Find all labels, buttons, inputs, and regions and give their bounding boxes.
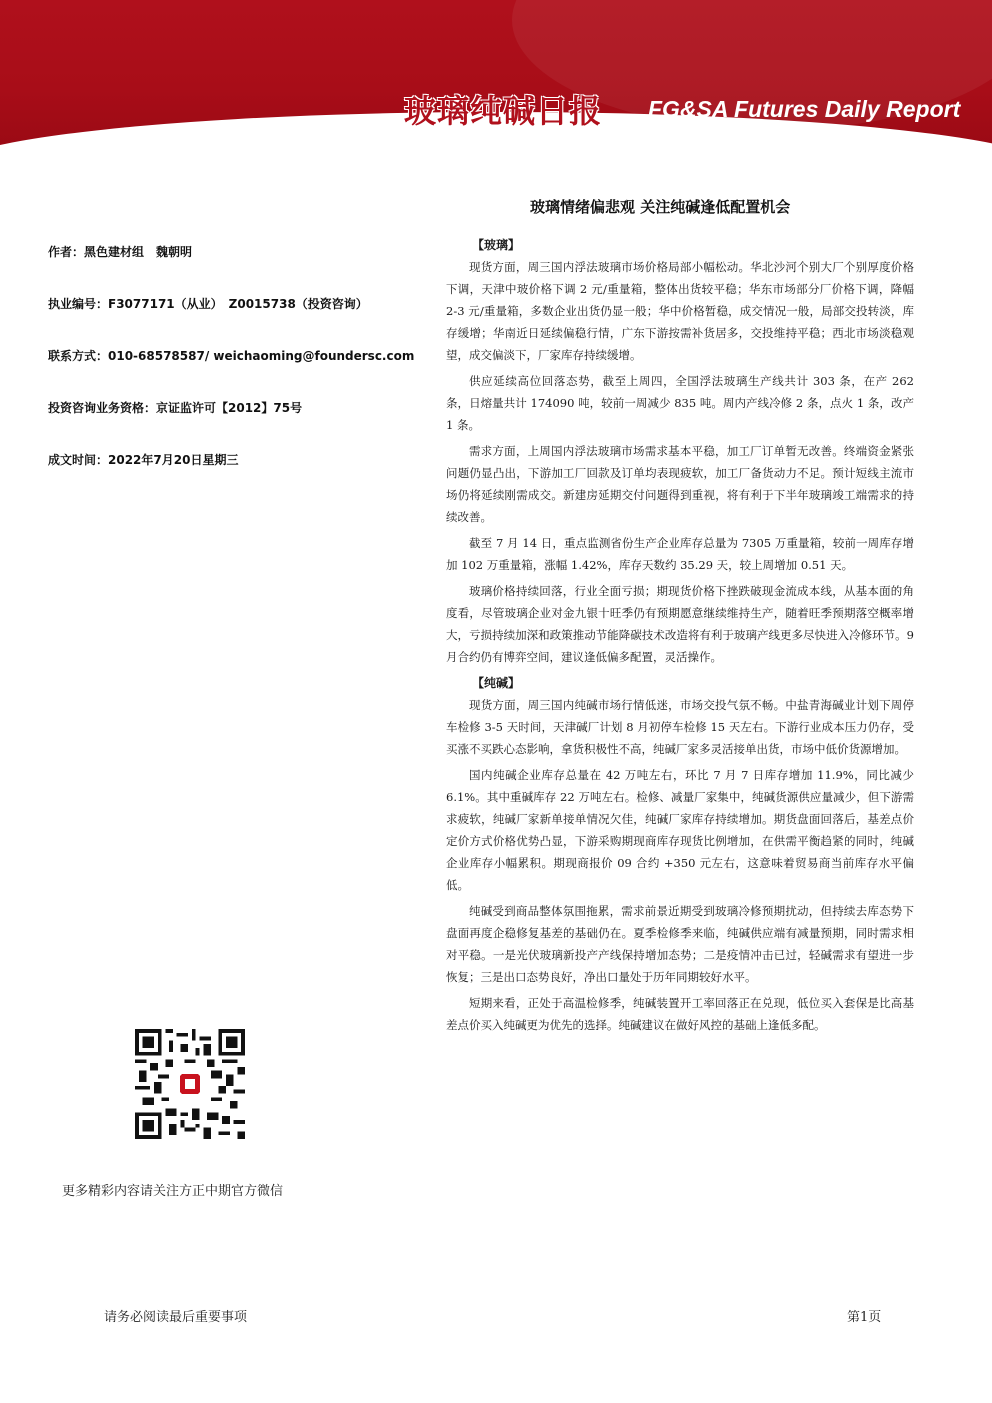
report-body bbox=[446, 234, 914, 1040]
paragraph: 截至 7 月 14 日，重点监测省份生产企业库存总量为 7305 万重量箱，较前一周库存增加 102 万重量箱，涨幅 1.42%，库存天数约 35.29 天，较上周增加 0.51 天。 bbox=[446, 536, 914, 572]
report-title-cn: 玻璃纯碱日报 bbox=[404, 92, 603, 130]
paragraph: 国内纯碱企业库存总量在 42 万吨左右，环比 7 月 7 日库存增加 11.9%，同比减少 6.1%。其中重碱库存 22 万吨左右。检修、减量厂家集中，纯碱货源供应量减少，但下游需求疲软，纯碱厂家新单接单情况欠佳，纯碱厂家库存持续增加。期货盘面回落后，基差点价定价方式价格优势凸显，下游采购期现商库存现货比例增加，在供需平衡趋紧的同时，纯碱企业库存小幅累积。期现商报价 09 合约 +350 元左右，这意味着贸易商当前库存水平偏低。 bbox=[446, 768, 914, 892]
section-label-soda-ash: 【纯碱】 bbox=[472, 676, 521, 690]
license-line: 执业编号：F3077171（从业） Z0015738（投资咨询） bbox=[48, 297, 368, 311]
paragraph: 供应延续高位回落态势，截至上周四，全国浮法玻璃生产线共计 303 条，在产 262 条，日熔量共计 174090 吨，较前一周减少 835 吨。周内产线冷修 2 条，点火 1 条，改产 1 条。 bbox=[446, 374, 914, 432]
qr-code-icon bbox=[135, 1029, 245, 1139]
paragraph: 现货方面，周三国内浮法玻璃市场价格局部小幅松动。华北沙河个别大厂个别厚度价格下调，天津中玻价格下调 2 元/重量箱，整体出货较平稳；华东市场部分厂价格下调，降幅 2-3 元/重量箱，多数企业出货仍显一般；华中价格暂稳，成交情况一般，局部交投转淡，库存缓增；华南近日延续偏稳行情，广东下游按需补货居多，交投维持平稳；西北市场淡稳观望，成交偏淡下，厂家库存持续缓增。 bbox=[446, 260, 914, 362]
author-info bbox=[48, 242, 440, 502]
qr-caption: 更多精彩内容请关注方正中期官方微信 bbox=[62, 1184, 284, 1199]
section-label-glass: 【玻璃】 bbox=[472, 238, 521, 252]
author-line: 作者：黑色建材组 魏朝明 bbox=[48, 245, 193, 259]
paragraph: 玻璃价格持续回落，行业全面亏损；期现货价格下挫跌破现金流成本线，从基本面的角度看，尽管玻璃企业对金九银十旺季仍有预期愿意继续维持生产，随着旺季预期落空概率增大，亏损持续加深和政策推动节能降碳技术改造将有利于玻璃产线更多尽快进入冷修环节。9 月合约仍有博弈空间，建议逢低偏多配置，灵活操作。 bbox=[446, 584, 914, 664]
paragraph: 现货方面，周三国内纯碱市场行情低迷，市场交投气氛不畅。中盐青海碱业计划下周停车检修 3-5 天时间，天津碱厂计划 8 月初停车检修 15 天左右。下游行业成本压力仍存，受买涨不买跌心态影响，拿货积极性不高，纯碱厂家多灵活接单出货，市场中低价货源增加。 bbox=[446, 698, 914, 756]
banner-divider bbox=[0, 146, 992, 150]
paragraph: 需求方面，上周国内浮法玻璃市场需求基本平稳，加工厂订单暂无改善。终端资金紧张问题仍显凸出，下游加工厂回款及订单均表现疲软，加工厂备货动力不足。预计短线主流市场仍将延续刚需成交。新建房延期交付问题得到重视，将有利于下半年玻璃竣工端需求的持续改善。 bbox=[446, 444, 914, 524]
paragraph: 纯碱受到商品整体氛围拖累，需求前景近期受到玻璃冷修预期扰动，但持续去库态势下盘面再度企稳修复基差的基础仍在。夏季检修季来临，纯碱供应端有减量预期，同时需求相对平稳。一是光伏玻璃新投产产线保持增加态势；二是疫情冲击已过，轻碱需求有望进一步恢复；三是出口态势良好，净出口量处于历年同期较好水平。 bbox=[446, 904, 914, 984]
contact-line: 联系方式：010-68578587/ weichaoming@foundersc.com bbox=[48, 349, 415, 363]
page-number: 第1页 bbox=[847, 1310, 882, 1325]
footer-notice: 请务必阅读最后重要事项 bbox=[104, 1310, 248, 1325]
report-title-en: FG&SA Futures Daily Report bbox=[648, 96, 961, 122]
article-title: 玻璃情绪偏悲观 关注纯碱逢低配置机会 bbox=[530, 198, 791, 216]
paragraph: 短期来看，正处于高温检修季，纯碱装置开工率回落正在兑现，低位买入套保是比高基差点价买入纯碱更为优先的选择。纯碱建议在做好风控的基础上逢低多配。 bbox=[446, 996, 914, 1032]
qualification-line: 投资咨询业务资格：京证监许可【2012】75号 bbox=[48, 401, 303, 415]
date-line: 成文时间：2022年7月20日星期三 bbox=[48, 453, 239, 467]
